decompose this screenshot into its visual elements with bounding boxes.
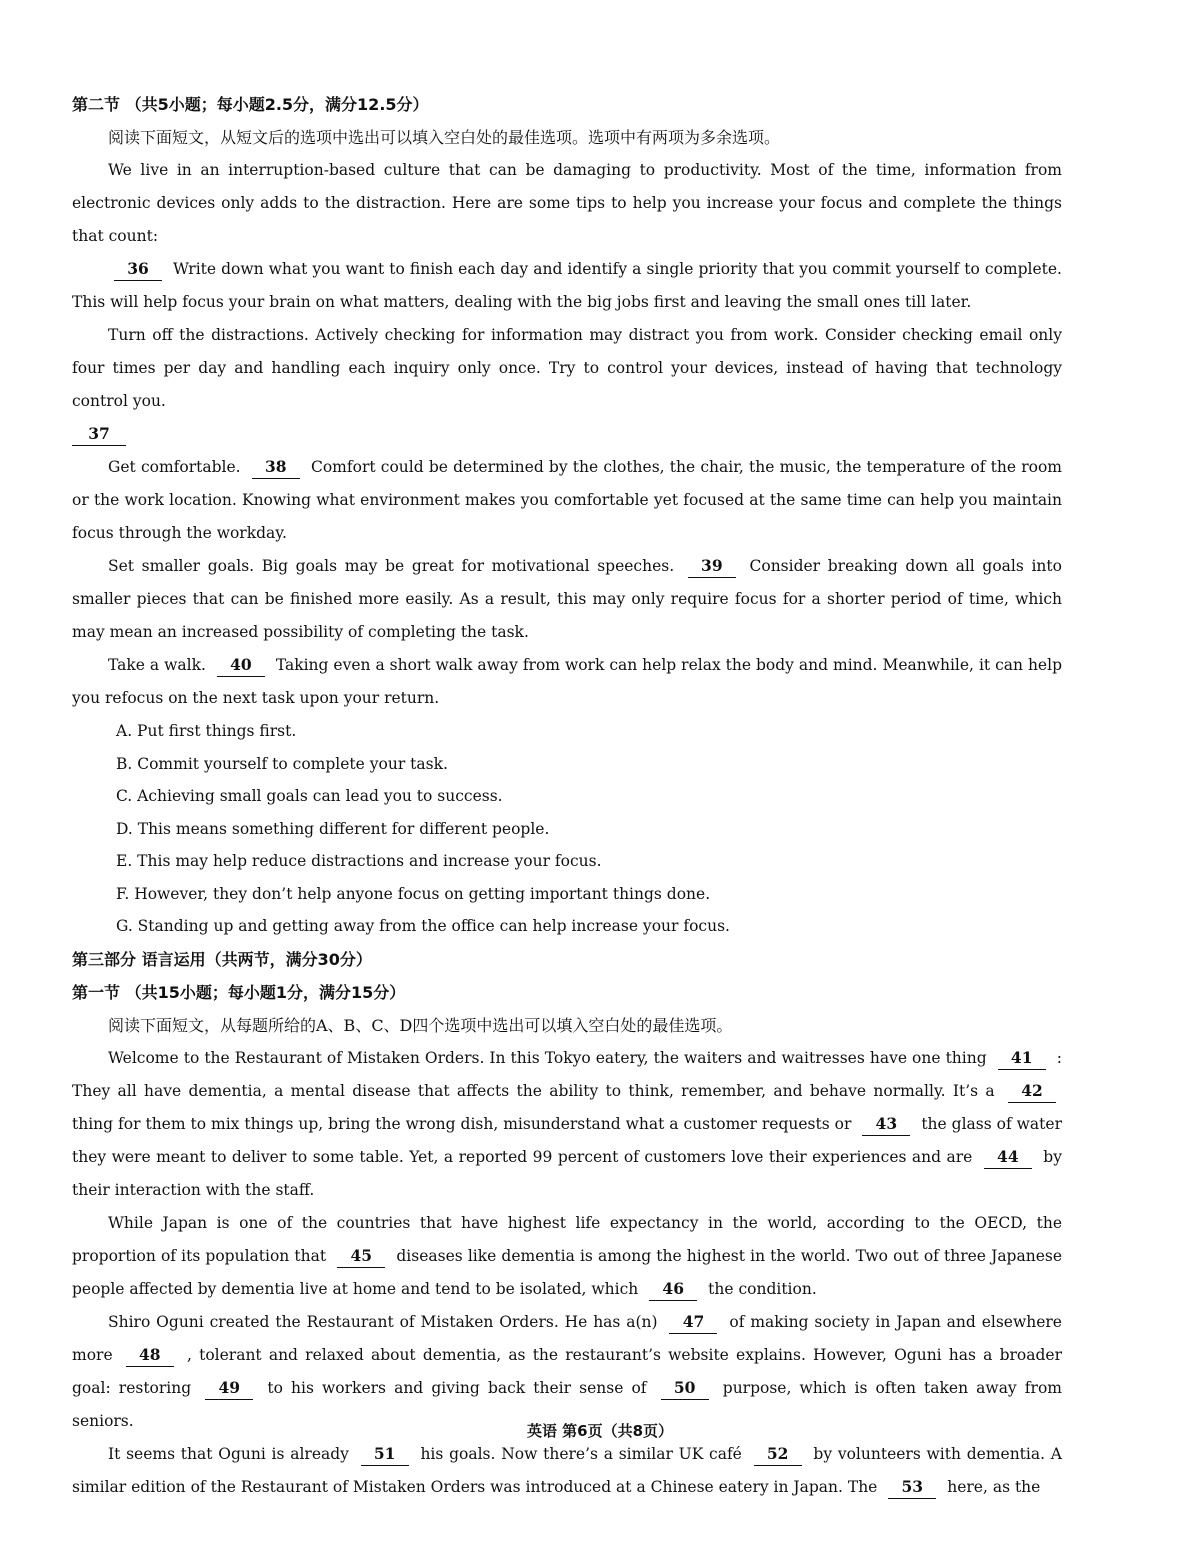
blank-43: 43: [862, 1113, 910, 1136]
section-2-heading: 第二节 （共5小题；每小题2.5分，满分12.5分）: [72, 95, 429, 114]
blank-44: 44: [984, 1146, 1032, 1169]
paragraph-text: by volunteers with dementia. A similar edition of the Restaurant of Mistaken Orders was introduced at a Chinese eatery in Japan. The: [72, 1444, 1062, 1496]
paragraph-text: his goals. Now there’s a similar UK café: [420, 1444, 742, 1463]
option-a: A. Put first things first.: [116, 722, 297, 740]
paragraph-text: , tolerant and relaxed about dementia, as the restaurant’s website explains. However, Oguni has a broader goal: restoring: [72, 1345, 1062, 1397]
blank-52: 52: [754, 1443, 802, 1466]
blank-47: 47: [669, 1311, 717, 1334]
paragraph-text: the glass of water they were meant to deliver to some table. Yet, a reported 99 percent of customers love their experiences and are: [72, 1114, 1062, 1166]
paragraph-text: It seems that Oguni is already: [108, 1444, 349, 1463]
blank-39: 39: [688, 555, 736, 578]
paragraph-text: Taking even a short walk away from work can help relax the body and mind. Meanwhile, it can help you refocus on the next task upon your return.: [72, 656, 1062, 707]
paragraph-text: Welcome to the Restaurant of Mistaken Orders. In this Tokyo eatery, the waiters and waitresses have one thing: [108, 1048, 987, 1067]
passage-intro: We live in an interruption-based culture that can be damaging to productivity. Most of the time, information from electronic devices only adds to the distraction. Here are some tips to help you increase your focus and complete the things that count:: [72, 161, 1062, 245]
paragraph-text: Set smaller goals. Big goals may be great for motivational speeches.: [108, 557, 675, 575]
paragraph-text: purpose, which is often taken away from seniors.: [72, 1378, 1062, 1430]
section-1-heading: 第一节 （共15小题；每小题1分，满分15分）: [72, 982, 406, 1002]
answer-options: [72, 715, 1062, 943]
cloze-paragraph-4: [72, 1438, 1062, 1504]
passage-paragraph-39: [72, 550, 1062, 649]
cloze-paragraph-3: [72, 1306, 1062, 1438]
paragraph-text: to his workers and giving back their sense of: [267, 1378, 647, 1397]
paragraph-text: While Japan is one of the countries that have highest life expectancy in the world, according to the OECD, the proportion of its population that: [72, 1213, 1062, 1265]
blank-53: 53: [888, 1476, 936, 1499]
option-c: C. Achieving small goals can lead you to success.: [116, 787, 503, 805]
passage-paragraph-37: Turn off the distractions. Actively checking for information may distract you from work. Consider checking email only four times per day and handling each inquiry only once. Try to control your devices, instead of having that technology control you.: [72, 326, 1062, 410]
blank-40: 40: [217, 654, 265, 677]
cloze-paragraph-1: [72, 1042, 1062, 1207]
option-f: F. However, they don’t help anyone focus on getting important things done.: [116, 884, 711, 903]
paragraph-text: of making society in Japan and elsewhere more: [72, 1312, 1062, 1364]
section-1-instruction: 阅读下面短文，从每题所给的A、B、C、D四个选项中选出可以填入空白处的最佳选项。: [108, 1015, 733, 1035]
paragraph-text: Comfort could be determined by the clothes, the chair, the music, the temperature of the room or the work location. Knowing what environment makes you comfortable yet focused at the same time can help you maintain focus through the workday.: [72, 458, 1062, 542]
page-footer: 英语 第6页（共8页）: [526, 1422, 674, 1440]
blank-45: 45: [337, 1245, 385, 1268]
passage-paragraph-38: [72, 451, 1062, 550]
passage-paragraph-36: [72, 253, 1062, 319]
paragraph-text: Get comfortable.: [108, 458, 241, 476]
passage-paragraph-40: [72, 649, 1062, 715]
option-d: D. This means something different for different people.: [116, 819, 550, 838]
blank-49: 49: [205, 1377, 253, 1400]
paragraph-text: here, as the: [947, 1477, 1041, 1496]
paragraph-text: the condition.: [708, 1279, 817, 1298]
blank-37: 37: [72, 423, 126, 446]
blank-38: 38: [252, 456, 300, 479]
part-3-heading: 第三部分 语言运用（共两节，满分30分）: [72, 949, 372, 969]
blank-51: 51: [361, 1443, 409, 1466]
section-2-instruction: 阅读下面短文，从短文后的选项中选出可以填入空白处的最佳选项。选项中有两项为多余选项。: [108, 128, 781, 147]
blank-42: 42: [1008, 1080, 1056, 1103]
option-b: B. Commit yourself to complete your task.: [116, 754, 448, 773]
blank-50: 50: [661, 1377, 709, 1400]
paragraph-text: diseases like dementia is among the highest in the world. Two out of three Japanese people affected by dementia live at home and tend to be isolated, which: [72, 1246, 1063, 1298]
paragraph-text: thing for them to mix things up, bring the wrong dish, misunderstand what a customer requests or: [72, 1114, 852, 1133]
exam-page: [72, 88, 1062, 1504]
blank-36: 36: [114, 258, 162, 281]
blank-41: 41: [998, 1047, 1046, 1070]
blank-48: 48: [126, 1344, 174, 1367]
paragraph-text: by their interaction with the staff.: [72, 1147, 1062, 1199]
paragraph-text: Shiro Oguni created the Restaurant of Mistaken Orders. He has a(n): [108, 1312, 658, 1331]
paragraph-text: Write down what you want to finish each day and identify a single priority that you commit yourself to complete. This will help focus your brain on what matters, dealing with the big jobs first and leaving the small ones till later.: [72, 260, 1062, 311]
cloze-paragraph-2: [72, 1207, 1062, 1306]
blank-46: 46: [649, 1278, 697, 1301]
paragraph-text: Consider breaking down all goals into smaller pieces that can be finished more easily. As a result, this may only require focus for a shorter period of time, which may mean an increased possibility of completing the task.: [72, 557, 1062, 641]
option-e: E. This may help reduce distractions and increase your focus.: [116, 852, 602, 870]
passage-blank-line-37: [72, 418, 1062, 451]
option-g: G. Standing up and getting away from the office can help increase your focus.: [116, 917, 730, 935]
paragraph-text: : They all have dementia, a mental disease that affects the ability to think, remember, and behave normally. It’s a: [72, 1048, 1062, 1100]
paragraph-text: Take a walk.: [108, 656, 206, 674]
